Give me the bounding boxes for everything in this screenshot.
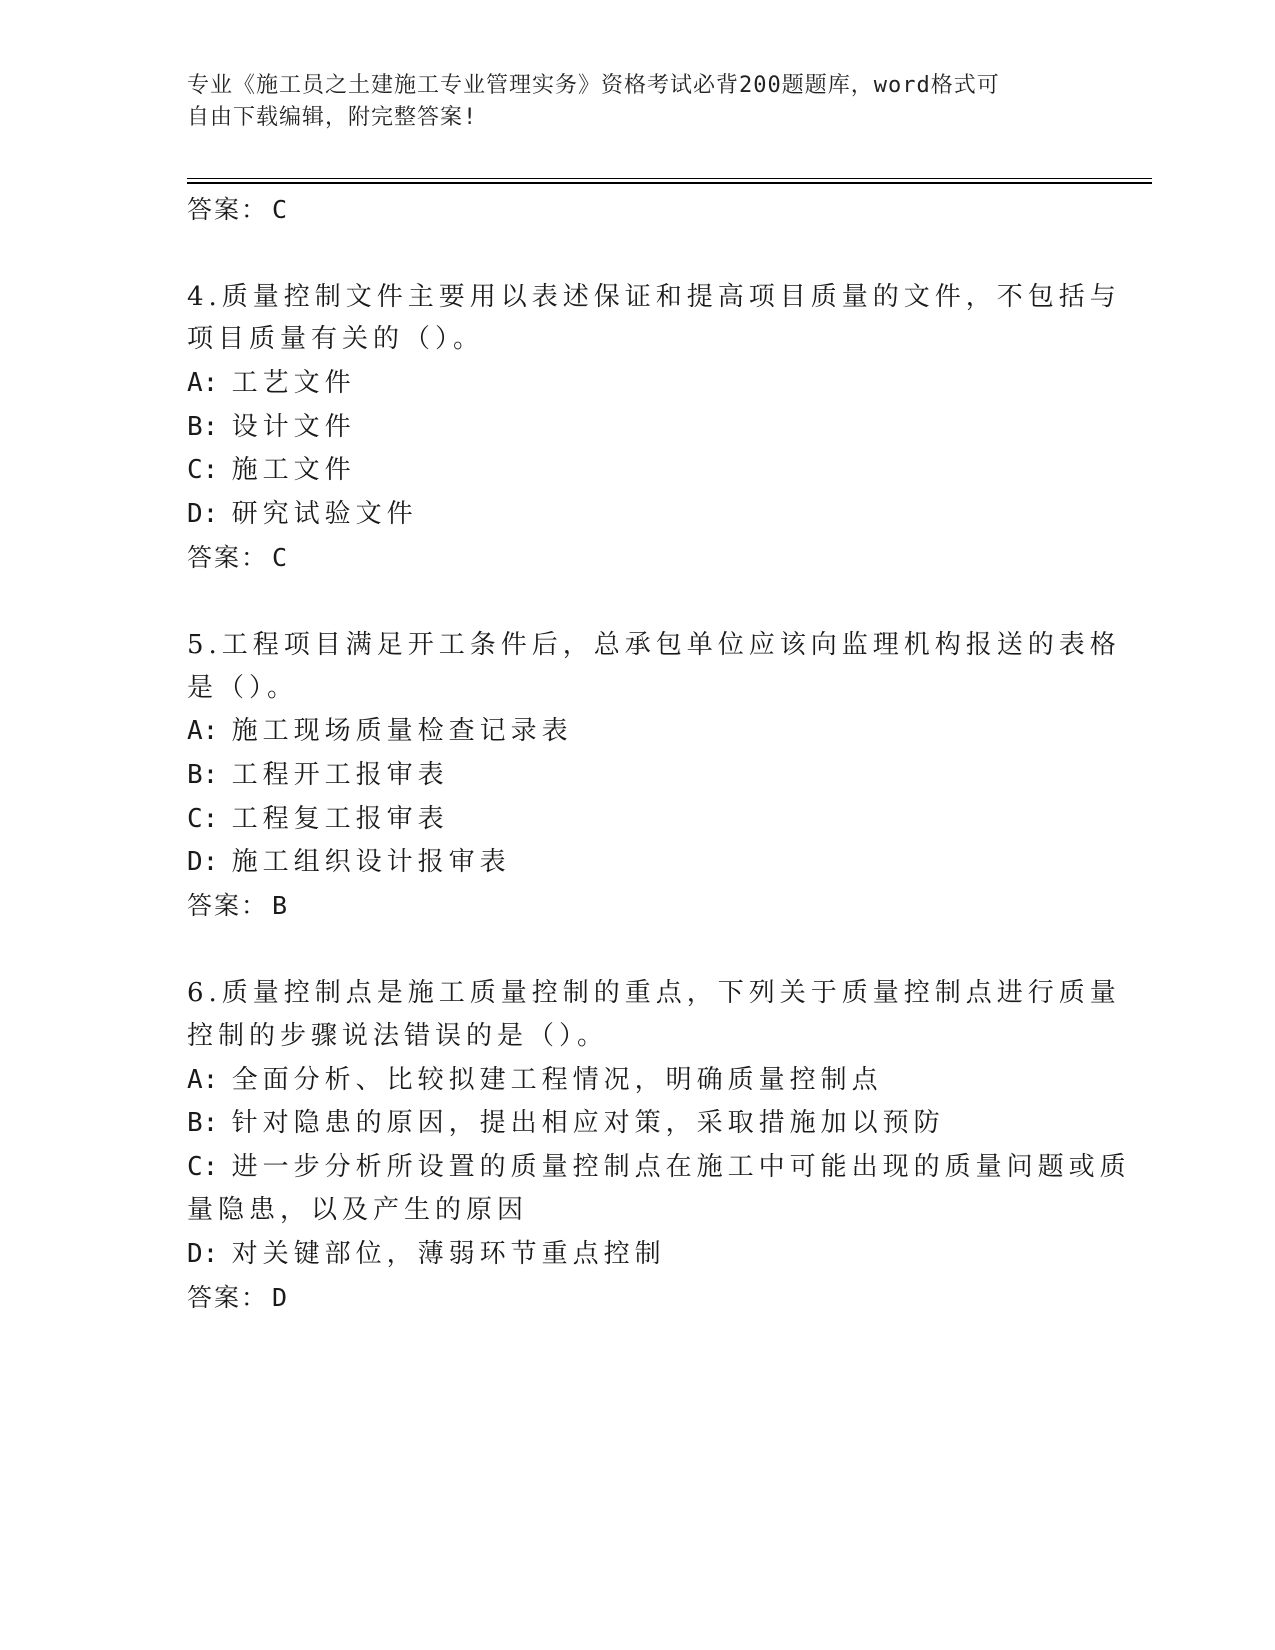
question-6-option-c-continued: 量隐患，以及产生的原因 (187, 1195, 529, 1225)
question-6-option-b (187, 1102, 945, 1139)
question-4-option-a (187, 362, 356, 399)
question-6-option-c (187, 1146, 1131, 1183)
question-4-answer (187, 538, 289, 574)
option-text: 全面分析、比较拟建工程情况，明确质量控制点 (231, 1065, 883, 1095)
answer-value: D (272, 1283, 290, 1312)
question-4-option-c (187, 449, 356, 486)
answer-label: 答案： (187, 1283, 269, 1312)
option-key: A: (187, 716, 219, 746)
question-4-option-b (187, 406, 356, 443)
option-text: 对关键部位，薄弱环节重点控制 (231, 1239, 666, 1269)
question-5-stem-line-1: 5.工程项目满足开工条件后，总承包单位应该向监理机构报送的表格 (187, 630, 1121, 660)
question-5-option-c (187, 798, 449, 835)
answer-label: 答案： (187, 891, 269, 920)
answer-value: B (272, 891, 290, 920)
question-6-option-a (187, 1059, 883, 1096)
prev-answer (187, 190, 289, 226)
option-text: 工艺文件 (231, 368, 356, 398)
option-key: B: (187, 760, 219, 790)
question-4-option-d (187, 493, 418, 530)
option-text: 工程复工报审表 (231, 804, 449, 834)
answer-label: 答案： (187, 195, 269, 224)
question-6-stem-line-2: 控制的步骤说法错误的是（）。 (187, 1021, 609, 1051)
option-text: 施工文件 (231, 455, 356, 485)
question-6-answer (187, 1278, 289, 1314)
question-5-option-b (187, 754, 449, 791)
option-key: B: (187, 1108, 219, 1138)
option-key: A: (187, 1065, 219, 1095)
option-text: 设计文件 (231, 412, 356, 442)
answer-value: C (272, 543, 290, 572)
option-key: B: (187, 412, 219, 442)
option-text: 施工现场质量检查记录表 (231, 716, 573, 746)
question-5-stem-line-2: 是（）。 (187, 673, 299, 703)
header-line-1: 专业《施工员之土建施工专业管理实务》资格考试必背200题题库，word格式可 (187, 73, 1000, 98)
question-5-answer (187, 886, 289, 922)
option-text: 研究试验文件 (231, 499, 418, 529)
question-6-stem-line-1: 6.质量控制点是施工质量控制的重点，下列关于质量控制点进行质量 (187, 978, 1121, 1008)
document-header (187, 70, 1067, 134)
option-key: D: (187, 847, 219, 877)
header-line-2: 自由下载编辑，附完整答案! (187, 105, 478, 130)
header-rule-thin (187, 178, 1152, 179)
question-4-stem-line-2: 项目质量有关的（）。 (187, 324, 485, 354)
question-5-option-d (187, 841, 511, 878)
option-key: A: (187, 368, 219, 398)
option-key: D: (187, 499, 219, 529)
option-key: C: (187, 804, 219, 834)
option-text: 针对隐患的原因，提出相应对策，采取措施加以预防 (231, 1108, 945, 1138)
answer-value: C (272, 195, 290, 224)
question-5-option-a (187, 710, 573, 747)
option-text: 进一步分析所设置的质量控制点在施工中可能出现的质量问题或质 (231, 1152, 1131, 1182)
option-key: C: (187, 1152, 219, 1182)
header-rule-thick (187, 182, 1152, 184)
option-text: 施工组织设计报审表 (231, 847, 511, 877)
option-key: C: (187, 455, 219, 485)
question-4-stem-line-1: 4.质量控制文件主要用以表述保证和提高项目质量的文件，不包括与 (187, 282, 1121, 312)
option-text: 工程开工报审表 (231, 760, 449, 790)
option-key: D: (187, 1239, 219, 1269)
answer-label: 答案： (187, 543, 269, 572)
question-6-option-d (187, 1233, 666, 1270)
